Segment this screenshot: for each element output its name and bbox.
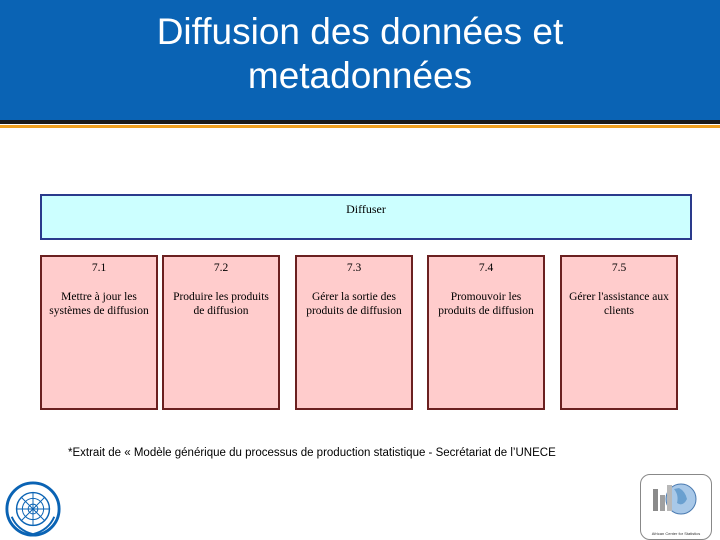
subprocess-box-7-3 — [295, 255, 413, 410]
subprocess-number: 7.1 — [91, 262, 107, 274]
page-title — [0, 10, 720, 98]
statistics-center-logo — [640, 474, 712, 540]
subprocess-number: 7.2 — [213, 262, 229, 274]
subprocess-label: Gérer l'assistance aux clients — [569, 291, 669, 317]
un-emblem-icon — [4, 480, 62, 538]
subprocess-number: 7.4 — [478, 262, 494, 274]
phase-label: Diffuser — [346, 202, 386, 216]
phase-box — [40, 194, 692, 240]
source-footnote: *Extrait de « Modèle générique du processus de production statistique - Secrétariat de l’UNECE — [68, 447, 556, 459]
header-divider — [0, 120, 720, 124]
subprocess-label: Promouvoir les produits de diffusion — [438, 291, 534, 317]
logo-caption: African Center for Statistics — [651, 531, 701, 536]
title-banner — [0, 0, 720, 120]
subprocess-label: Produire les produits de diffusion — [173, 291, 269, 317]
subprocess-box-7-2 — [162, 255, 280, 410]
subprocess-label: Gérer la sortie des produits de diffusion — [306, 291, 402, 317]
subprocess-box-7-5 — [560, 255, 678, 410]
subprocess-number: 7.5 — [611, 262, 627, 274]
subprocess-number: 7.3 — [346, 262, 362, 274]
globe-icon — [641, 475, 711, 525]
title-line-1: Diffusion des données et — [156, 11, 564, 52]
subprocess-label: Mettre à jour les systèmes de diffusion — [49, 291, 149, 317]
subprocess-box-7-1 — [40, 255, 158, 410]
header-accent-line — [0, 125, 720, 128]
subprocess-box-7-4 — [427, 255, 545, 410]
title-line-2: metadonnées — [247, 55, 473, 96]
